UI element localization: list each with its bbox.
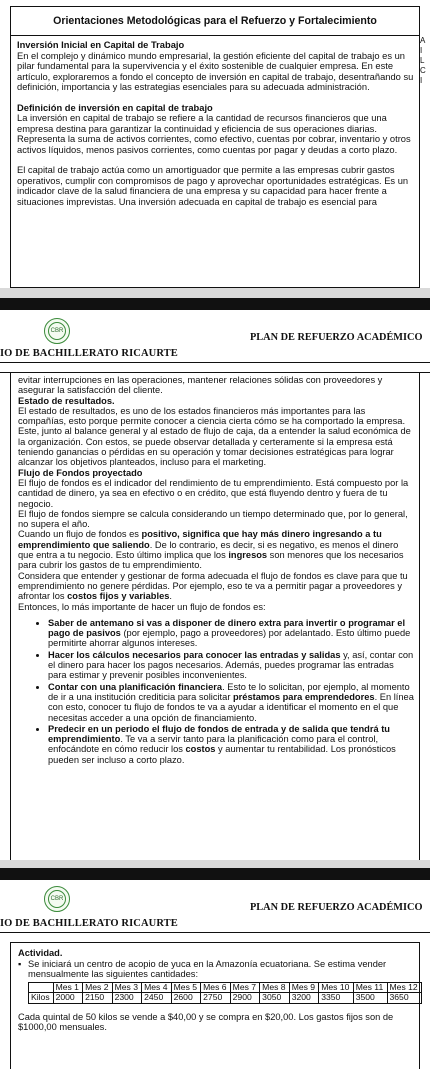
paragraph: El estado de resultados, es uno de los estados financieros más importantes para las compañías, esto porque permite conocer a ciencia cierta cómo se ha comportado la empresa. [18,405,406,427]
table-cell: 2300 [112,993,142,1004]
table-cell: 2450 [142,993,172,1004]
school-logo [44,318,70,344]
table-cell: Mes 11 [353,982,387,993]
school-name: IO DE BACHILLERATO RICAURTE [0,348,178,359]
list-item [18,958,418,1004]
text: son menores que los necesarios para cubrir los gastos de tu emprendimiento. [18,550,404,571]
heading-flujo-fondos: Flujo de Fondos proyectado [18,467,143,478]
bold-text: ingresos [228,550,268,561]
page-separator [0,868,430,880]
table-cell: Kilos [29,993,54,1004]
school-name: IO DE BACHILLERATO RICAURTE [0,918,178,929]
logo-text: CBR [50,896,64,902]
paragraph [18,571,414,602]
bullet: ▪ [18,958,22,969]
text: Cuando un flujo de fondos es [18,529,142,540]
table-row [29,993,422,1004]
table-cell: Mes 10 [319,982,353,993]
paragraph: Este, junto al balance general y al estado de flujo de caja, da a entender la salud económica de la organización. Con estos, se puede observar detallada y certeramente si la empresa está teniendo ganancias o pérdidas en su operación y tomar decisiones estratégicas para lograr alcanzar los objetivos planteados, incluso para el marketing. [18,426,411,468]
cut-off-right-column: A I L C I [420,36,426,85]
page-2 [0,310,430,860]
paragraph [18,529,414,570]
heading-capital-trabajo: Inversión Inicial en Capital de Trabajo [17,40,185,50]
text: y aumentar tu rentabilidad. Los pronósticos pueden ser incluso a corto plazo. [48,744,396,765]
text: . En línea con esto, conocer tu flujo de fondos te va a ayudar a identificar el momento en el que necesitas acceder a una opción de financiamiento. [48,691,414,723]
table-cell: Mes 1 [53,982,83,993]
table-cell: Mes 2 [83,982,113,993]
table-cell: 2000 [53,993,83,1004]
table-cell: Mes 8 [260,982,290,993]
table-cell: Mes 4 [142,982,172,993]
paragraph: La inversión en capital de trabajo se refiere a la cantidad de recursos financieros que una empresa destina para garantizar la continuidad y eficiencia de sus operaciones diarias. Representa la suma de activos corrientes, como efectivo, cuentas por cobrar, inventario y otros activos líquidos, menos pasivos corrientes, como cuentas por pagar y deudas a corto plazo. [17,113,411,155]
list-item [48,682,414,723]
bold-text: costos fijos y variables [67,591,170,602]
text: y, así, contar con el dinero para hacer los pagos necesarios. Además, puedes programar las entradas para estimar y prevenir posibles inconvenientes. [48,649,414,681]
page-title: Orientaciones Metodológicas para el Refuerzo y Fortalecimiento [10,6,420,36]
table-cell: 2900 [230,993,260,1004]
page-1 [0,0,430,288]
table-cell: Mes 12 [387,982,422,993]
bold-text: Predecir en un periodo el flujo de fondos de entrada y de salida que tendrá tu emprendimiento [48,723,390,745]
heading-actividad: Actividad. [18,948,63,958]
text: Considera que entender y gestionar de forma adecuada el flujo de fondos es clave para que tu emprendimiento no genere pérdidas. Por ejemplo, eso te va a permitir pagar a proveedores y afrontar los [18,570,408,602]
table-cell: Mes 6 [201,982,231,993]
page-1-content [10,36,420,288]
text: (por ejemplo, pago a proveedores) por adelantado. Esto último puede permitirte ahorrar algunos intereses. [48,628,411,649]
page-3-content [10,942,420,1069]
paragraph: evitar interrupciones en las operaciones, mantener relaciones sólidas con proveedores y asegurar la satisfacción del cliente. [18,375,383,396]
table-cell: Mes 7 [230,982,260,993]
text: . De lo contrario, es decir, si es negativo, es menos el dinero que entra a tu negocio. Esto último implica que los [18,539,399,561]
paragraph: En el complejo y dinámico mundo empresarial, la gestión eficiente del capital de trabajo es un pilar fundamental para la supervivencia y el éxito sostenible de cualquier empresa. En este artículo, exploraremos a fondo el concepto de inversión en capital de trabajo, desentrañando su definición, importancia y las estrategias esenciales para su adecuada administración. [17,50,414,92]
text: . [169,591,172,602]
page-3 [0,880,430,1069]
bold-text: Contar con una planificación financiera [48,681,223,692]
bold-text: costos [185,744,216,755]
paragraph: El capital de trabajo actúa como un amortiguador que permite a las empresas cubrir gastos operativos, cumplir con compromisos de pago y aprovechar oportunidades estratégicas. Es un indicador clave de la salud financiera de una empresa y su capacidad para hacer frente a situaciones imprevistas. Una inversión adecuada en capital de trabajo es esencial para [17,165,409,207]
header-divider [0,362,430,363]
plan-title: PLAN DE REFUERZO ACADÉMICO [250,902,423,913]
table-cell: 3500 [353,993,387,1004]
list-item [48,618,414,649]
page-2-content [10,373,420,860]
heading-definicion: Definición de inversión en capital de trabajo [17,102,213,113]
table-cell: Mes 3 [112,982,142,993]
plan-title: PLAN DE REFUERZO ACADÉMICO [250,332,423,343]
paragraph: Entonces, lo más importante de hacer un flujo de fondos es: [18,601,266,612]
bold-text: Saber de antemano si vas a disponer de dinero extra para invertir o programar el pago de pasivos [48,617,406,639]
paragraph: Cada quintal de 50 kilos se vende a $40,00 y se compra en $20,00. Los gastos fijos son de $1000,00 mensuales. [18,1011,394,1032]
table-cell: 2150 [83,993,113,1004]
table-cell: 3200 [289,993,319,1004]
table-cell: 3050 [260,993,290,1004]
paragraph: El flujo de fondos siempre se calcula considerando un tiempo determinado que, por lo general, no supera el año. [18,508,408,530]
sales-table [28,982,422,1004]
bold-text: préstamos para emprendedores [233,691,375,702]
school-logo [44,886,70,912]
table-cell: Mes 9 [289,982,319,993]
table-cell: 3350 [319,993,353,1004]
table-cell [29,982,54,993]
list-item [48,650,414,681]
table-cell: Mes 5 [171,982,201,993]
bold-text: positivo, significa que hay más dinero ingresando a tu emprendimiento que saliendo [18,529,382,550]
activity-intro: Se iniciará un centro de acopio de yuca en la Amazonía ecuatoriana. Se estima vender mensualmente las siguientes cantidades: [28,958,387,979]
activity-body [28,959,422,1004]
table-cell: 2750 [201,993,231,1004]
heading-estado-resultados: Estado de resultados. [18,395,115,406]
table-header-row [29,982,422,993]
logo-text: CBR [50,328,64,334]
table-cell: 2600 [171,993,201,1004]
header-divider [0,932,430,933]
bullet-list [18,618,414,765]
table-cell: 3650 [387,993,422,1004]
page-separator [0,298,430,310]
paragraph: El flujo de fondos es el indicador del rendimiento de tu emprendimiento. Está compuesto por la cantidad de dinero, ya sea en efectivo o en crédito, que está fluyendo dentro y fuera de tu negocio. [18,477,409,509]
text: . Esto te lo solicitan, por ejemplo, al momento de ir a una institución crediticia para solicitar [48,681,410,702]
list-item [48,724,414,765]
text: . Te va a servir tanto para la planificación como para el control, enfocándote en cómo reducir los [48,734,379,755]
bold-text: Hacer los cálculos necesarios para conocer las entradas y salidas [48,649,341,660]
